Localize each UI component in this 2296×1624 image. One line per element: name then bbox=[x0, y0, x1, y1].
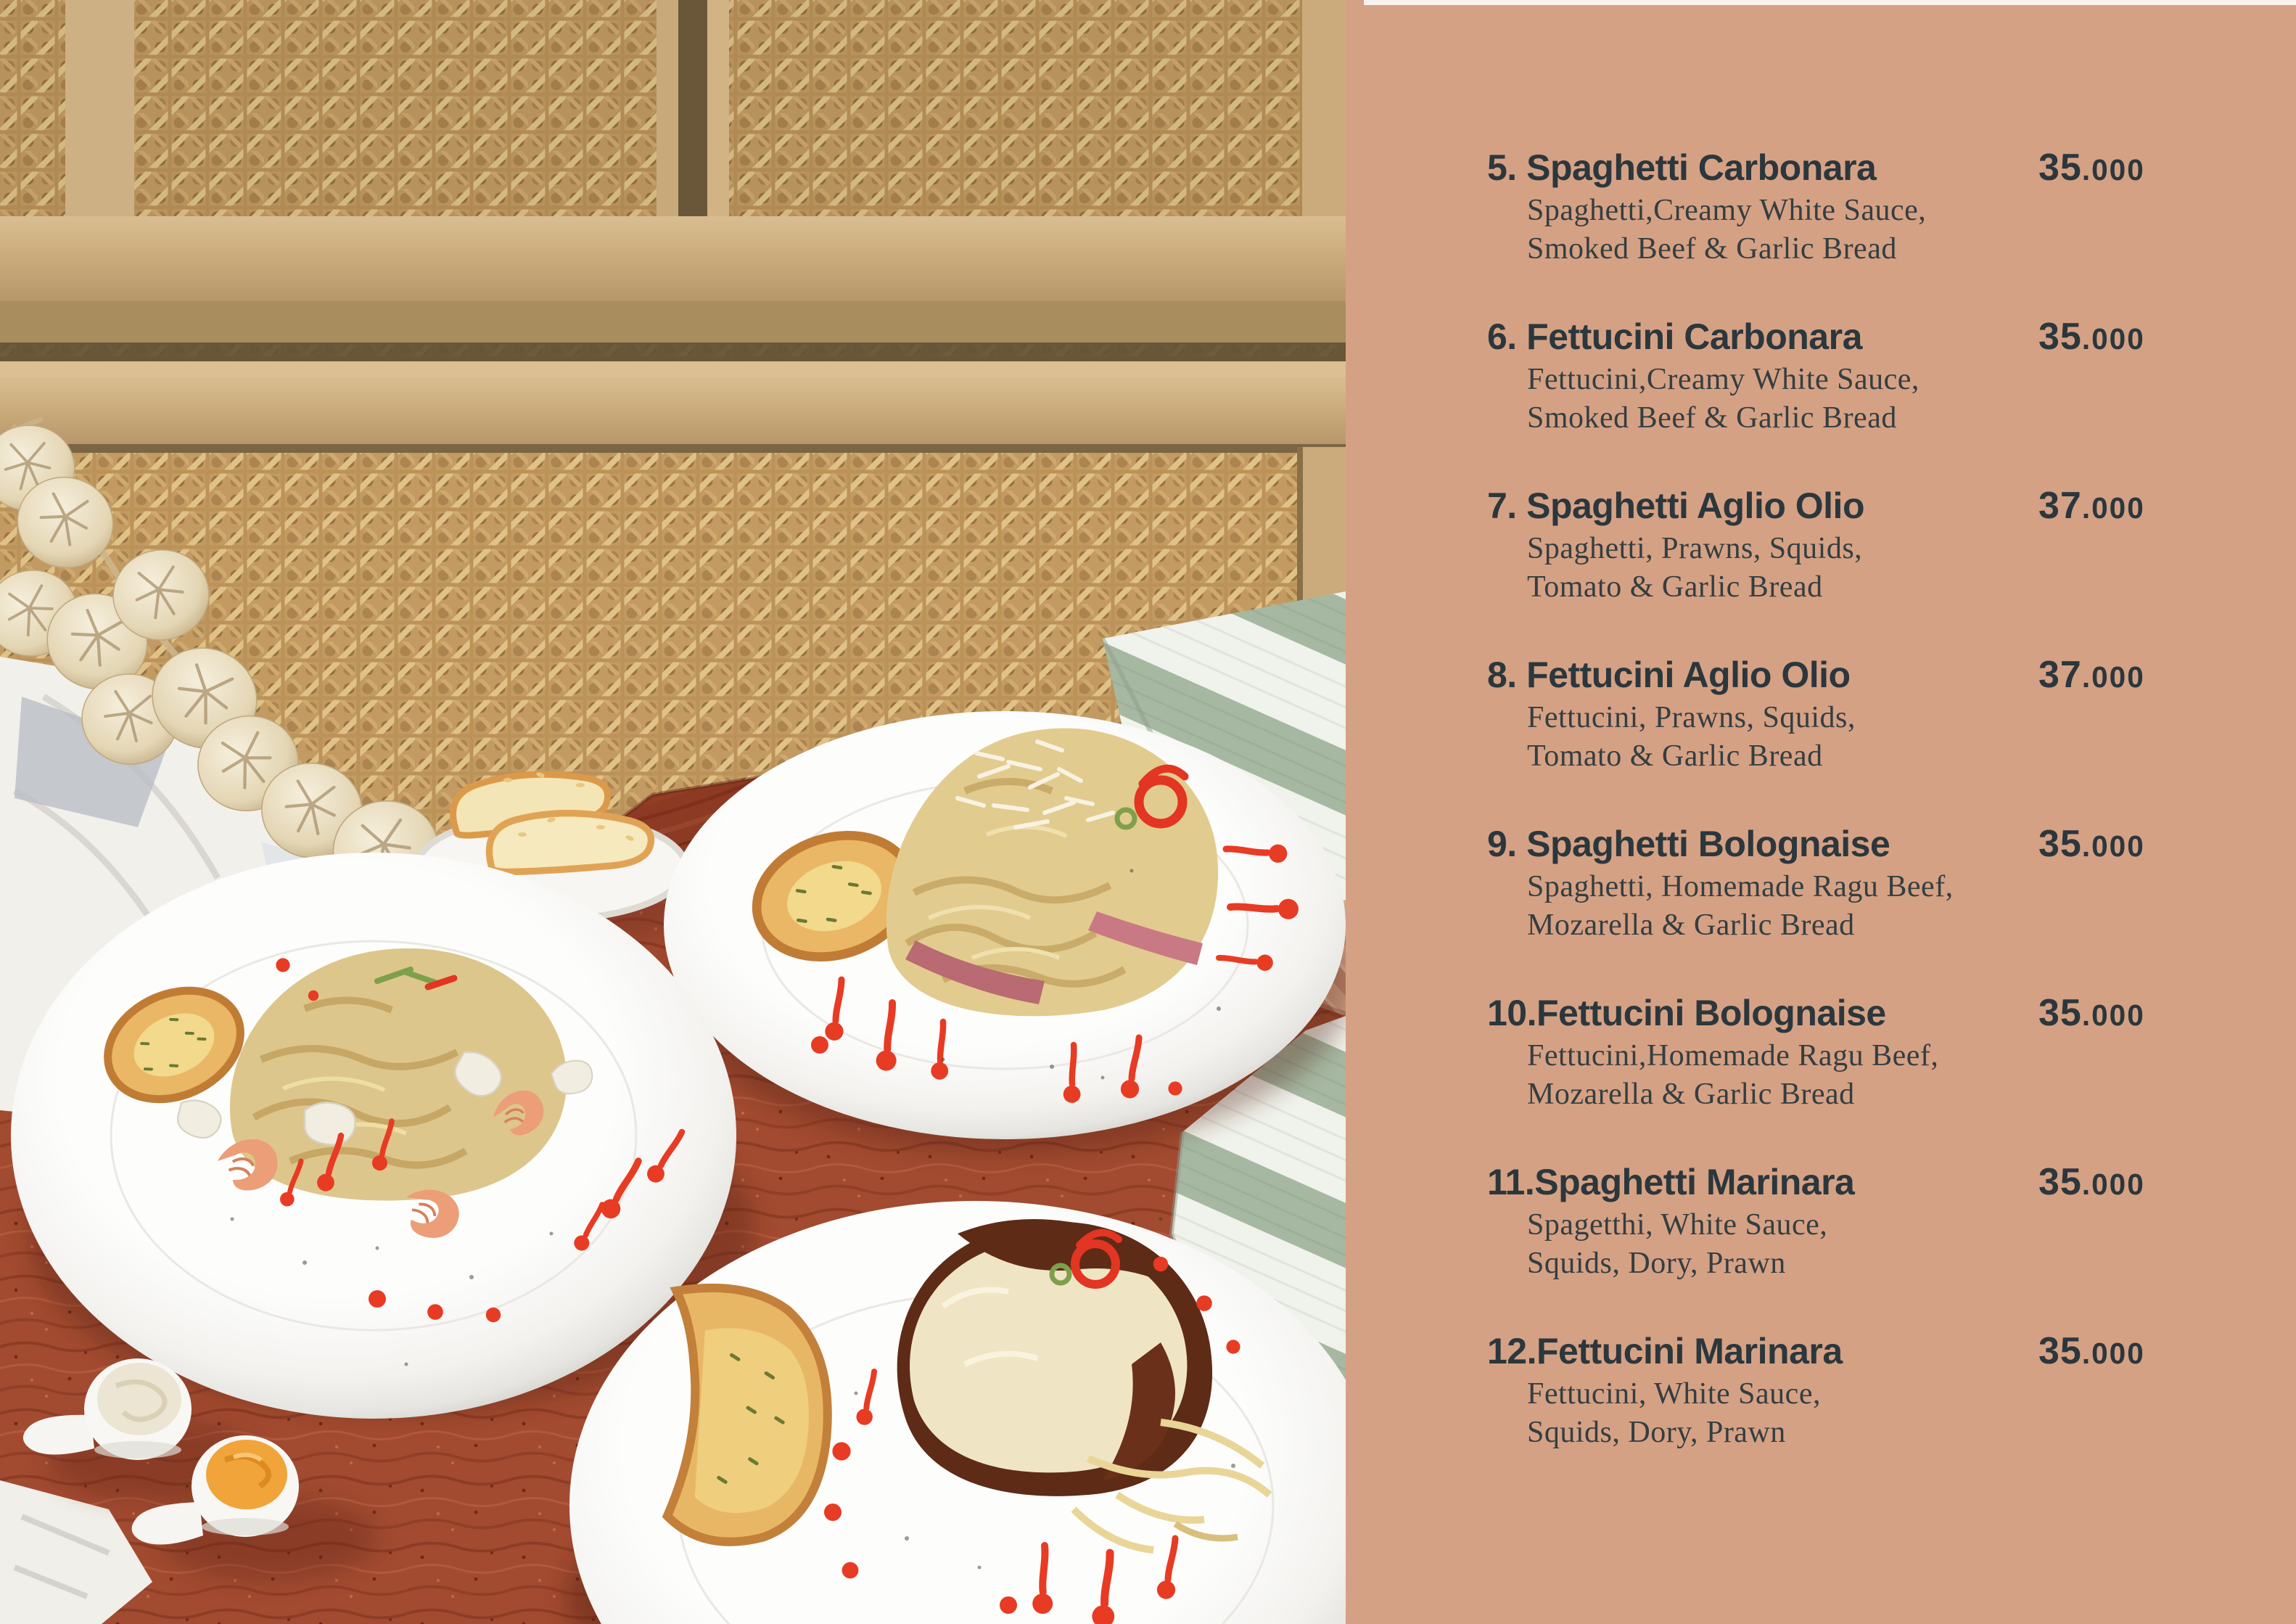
menu-item-price bbox=[2038, 1332, 2145, 1373]
menu-item bbox=[1487, 1162, 2296, 1279]
price-int: 37 bbox=[2038, 485, 2082, 527]
menu-item bbox=[1487, 486, 2296, 603]
menu-item-desc-line1: Fettucini, White Sauce, bbox=[1527, 1377, 1821, 1411]
menu-item-title: 6. Fettucini Carbonara bbox=[1487, 316, 1862, 357]
menu-item bbox=[1487, 824, 2296, 941]
menu-item-title: 5. Spaghetti Carbonara bbox=[1487, 147, 1877, 188]
menu-item-price bbox=[2038, 1162, 2145, 1204]
menu-item-desc-line2: Tomato & Garlic Bread bbox=[1527, 570, 1823, 604]
menu-item-price bbox=[2038, 486, 2145, 528]
price-decimals: .000 bbox=[2081, 660, 2145, 694]
menu-item bbox=[1487, 1332, 2296, 1448]
menu-item-price bbox=[2038, 993, 2145, 1035]
menu-item-desc-line1: Spaghetti, Prawns, Squids, bbox=[1527, 532, 1863, 565]
menu-item bbox=[1487, 148, 2296, 265]
menu-item-desc-line2: Mozarella & Garlic Bread bbox=[1527, 1078, 1855, 1111]
menu-item-title: 8. Fettucini Aglio Olio bbox=[1487, 655, 1851, 695]
menu-item bbox=[1487, 993, 2296, 1110]
price-int: 37 bbox=[2038, 654, 2082, 696]
menu-item-desc-line1: Fettucini, Prawns, Squids, bbox=[1527, 701, 1856, 734]
menu-item-price bbox=[2038, 317, 2145, 358]
menu-item-desc-line2: Tomato & Garlic Bread bbox=[1527, 739, 1823, 773]
price-int: 35 bbox=[2038, 1161, 2082, 1203]
price-decimals: .000 bbox=[2081, 153, 2145, 186]
price-int: 35 bbox=[2038, 823, 2082, 865]
price-decimals: .000 bbox=[2081, 998, 2145, 1032]
menu-item-desc-line2: Smoked Beef & Garlic Bread bbox=[1527, 232, 1897, 266]
price-decimals: .000 bbox=[2081, 829, 2145, 863]
price-int: 35 bbox=[2038, 147, 2082, 189]
menu-item-desc-line1: Spagetthi, White Sauce, bbox=[1527, 1208, 1828, 1242]
menu-item-desc-line1: Fettucini,Creamy White Sauce, bbox=[1527, 363, 1919, 396]
menu-item-title: 9. Spaghetti Bolognaise bbox=[1487, 824, 1890, 864]
carbonara-plate bbox=[664, 711, 1346, 1154]
menu-item-desc-line1: Spaghetti, Homemade Ragu Beef, bbox=[1527, 870, 1954, 903]
menu-item-desc-line2: Smoked Beef & Garlic Bread bbox=[1527, 401, 1897, 435]
menu-panel bbox=[1346, 0, 2296, 1624]
menu-item-title: 7. Spaghetti Aglio Olio bbox=[1487, 485, 1864, 526]
menu-item-desc-line1: Spaghetti,Creamy White Sauce, bbox=[1527, 194, 1927, 227]
menu-item-desc-line2: Mozarella & Garlic Bread bbox=[1527, 909, 1855, 942]
price-decimals: .000 bbox=[2081, 1337, 2145, 1370]
menu-item-title: 11.Spaghetti Marinara bbox=[1487, 1162, 1855, 1202]
menu-list bbox=[1346, 0, 2296, 1448]
menu-item-price bbox=[2038, 824, 2145, 866]
price-decimals: .000 bbox=[2081, 491, 2145, 525]
menu-item-title: 10.Fettucini Bolognaise bbox=[1487, 993, 1886, 1033]
price-decimals: .000 bbox=[2081, 322, 2145, 356]
panel-top-edge bbox=[1364, 0, 2296, 5]
menu-item-price bbox=[2038, 148, 2145, 189]
menu-item-price bbox=[2038, 655, 2145, 697]
price-int: 35 bbox=[2038, 316, 2082, 358]
price-decimals: .000 bbox=[2081, 1168, 2145, 1201]
price-int: 35 bbox=[2038, 1330, 2082, 1372]
menu-item-desc-line1: Fettucini,Homemade Ragu Beef, bbox=[1527, 1039, 1939, 1073]
menu-item bbox=[1487, 317, 2296, 434]
menu-item-desc-line2: Squids, Dory, Prawn bbox=[1527, 1247, 1786, 1280]
menu-item-desc-line2: Squids, Dory, Prawn bbox=[1527, 1416, 1786, 1449]
menu-item bbox=[1487, 655, 2296, 772]
price-int: 35 bbox=[2038, 992, 2082, 1034]
menu-item-title: 12.Fettucini Marinara bbox=[1487, 1331, 1843, 1371]
